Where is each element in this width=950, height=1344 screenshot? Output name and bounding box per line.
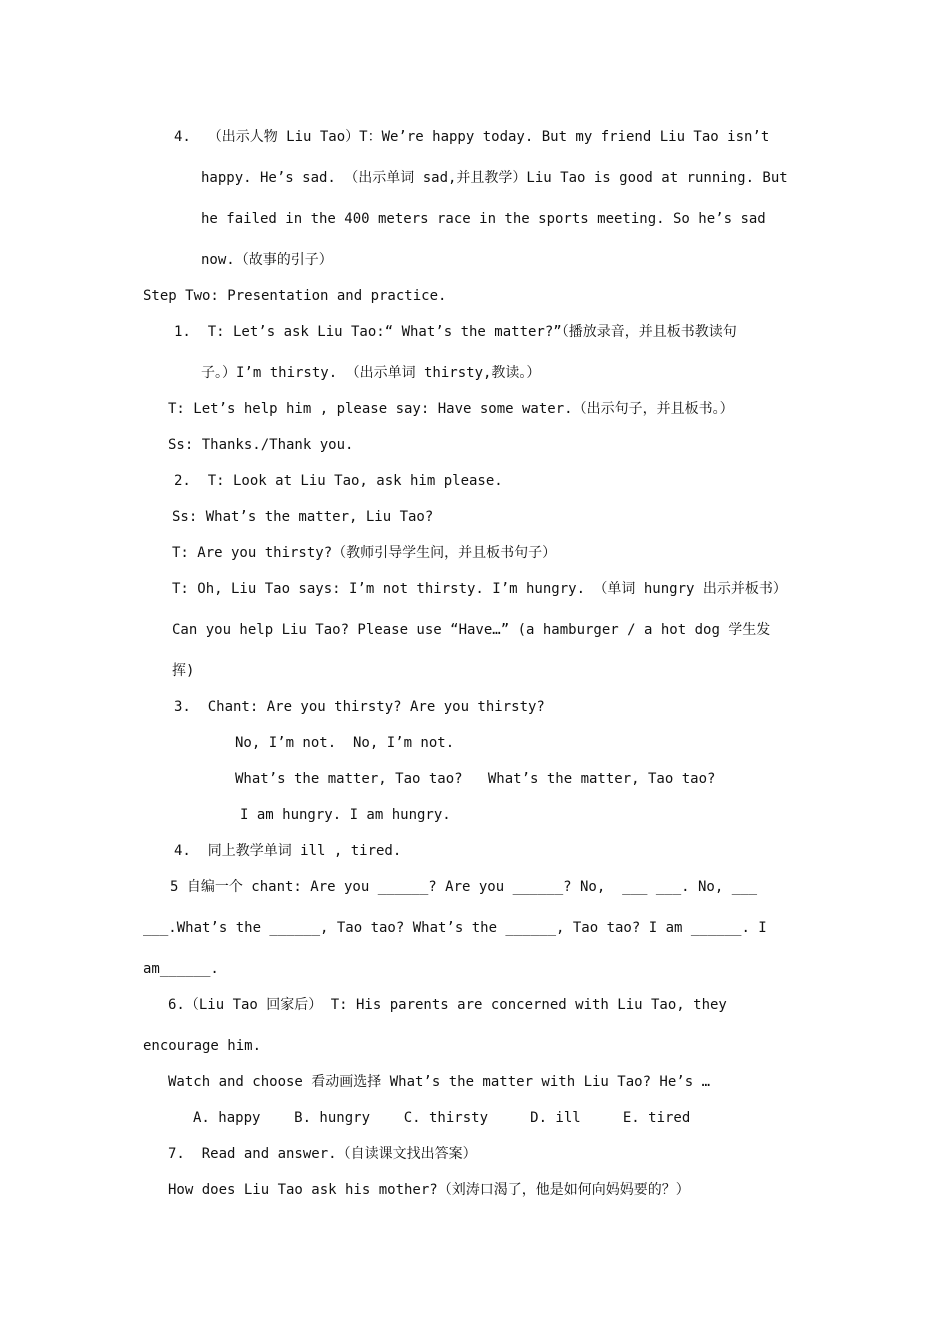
answer-options: A. happy B. hungry C. thirsty D. ill E. tired (193, 1110, 691, 1126)
text-line-13: T: Oh, Liu Tao says: I’m not thirsty. I’m hungry. （单词 hungry 出示并板书） (172, 581, 787, 597)
text-line-8: T: Let’s help him , please say: Have some water.（出示句子，并且板书。） (168, 401, 734, 417)
text-line-15: 挥) (172, 663, 195, 679)
chant-line-3: I am hungry. I am hungry. (240, 807, 451, 823)
text-line-12: T: Are you thirsty?（教师引导学生问，并且板书句子） (172, 545, 557, 561)
text-line-21: 5 自编一个 chant: Are you ______? Are you ______? No, ___ ___. No, ___ (170, 879, 758, 895)
text-line-2: happy. He’s sad. （出示单词 sad,并且教学）Liu Tao is good at running. But (201, 170, 788, 186)
text-line-24: 6.（Liu Tao 回家后） T: His parents are concerned with Liu Tao, they (168, 997, 727, 1013)
text-line-3: he failed in the 400 meters race in the sports meeting. So he’s sad (201, 211, 766, 227)
text-line-29: How does Liu Tao ask his mother?（刘涛口渴了，他是如何向妈妈要的？） (168, 1182, 690, 1198)
chant-line-1: No, I’m not. No, I’m not. (235, 735, 455, 751)
text-line-10: 2. T: Look at Liu Tao, ask him please. (174, 473, 503, 489)
text-line-22: ___.What’s the ______, Tao tao? What’s the ______, Tao tao? I am ______. I (143, 920, 767, 936)
text-line-11: Ss: What’s the matter, Liu Tao? (172, 509, 434, 525)
text-line-20: 4. 同上教学单词 ill , tired. (174, 843, 402, 859)
text-line-25: encourage him. (143, 1038, 262, 1054)
text-line-6: 1. T: Let’s ask Liu Tao:“ What’s the matter?”（播放录音，并且板书教读句 (174, 324, 737, 340)
text-line-26: Watch and choose 看动画选择 What’s the matter with Liu Tao? He’s … (168, 1074, 711, 1090)
section-heading: Step Two: Presentation and practice. (143, 288, 447, 304)
text-line-9: Ss: Thanks./Thank you. (168, 437, 354, 453)
text-line-16: 3. Chant: Are you thirsty? Are you thirsty? (174, 699, 545, 715)
text-line-14: Can you help Liu Tao? Please use “Have…” (a hamburger / a hot dog 学生发 (172, 622, 771, 638)
chant-line-2: What’s the matter, Tao tao? What’s the matter, Tao tao? (235, 771, 716, 787)
text-line-28: 7. Read and answer.（自读课文找出答案） (168, 1146, 477, 1162)
text-line-23: am______. (143, 961, 219, 977)
text-line-7: 子。）I’m thirsty. （出示单词 thirsty,教读。） (201, 365, 541, 381)
text-line-4: now.（故事的引子） (201, 252, 333, 268)
text-line-1: 4. （出示人物 Liu Tao）T：We’re happy today. But my friend Liu Tao isn’t (174, 129, 770, 145)
